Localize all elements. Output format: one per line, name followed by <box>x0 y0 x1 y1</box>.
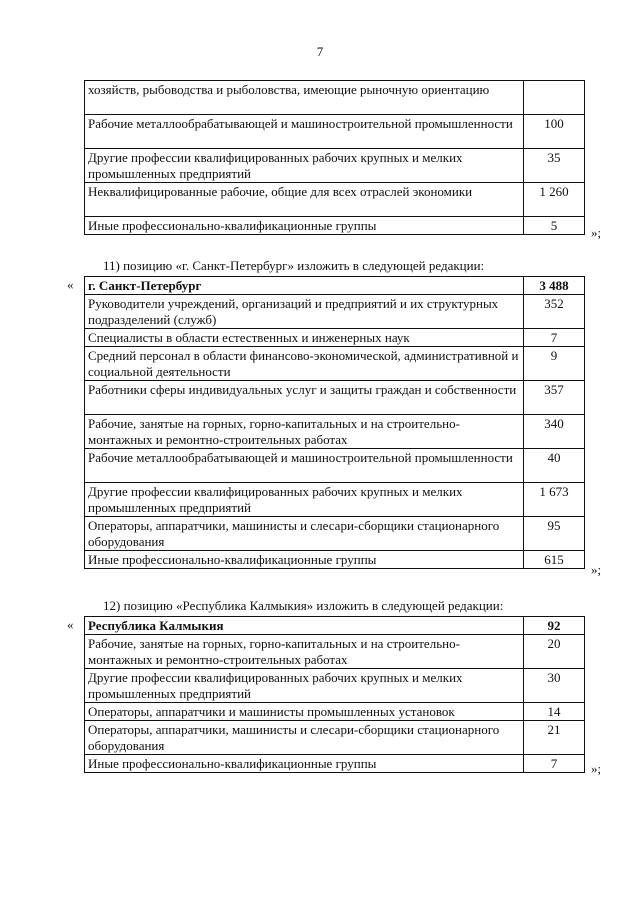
table-row <box>85 483 585 517</box>
row-label: Другие профессии квалифицированных рабочих крупных и мелких промышленных предприятий <box>85 669 524 703</box>
closing-quote: »; <box>591 761 602 776</box>
table-row <box>85 449 585 483</box>
row-value: 1 673 <box>524 483 585 517</box>
page-number: 7 <box>316 44 324 59</box>
row-value: 5 <box>524 217 585 235</box>
row-value: 35 <box>524 149 585 183</box>
row-value: 9 <box>524 347 585 381</box>
table-row <box>85 329 585 347</box>
row-label: Иные профессионально-квалификационные группы <box>85 755 524 773</box>
table-saint-petersburg <box>84 276 585 569</box>
table-row <box>85 347 585 381</box>
row-label: хозяйств, рыбоводства и рыболовства, имеющие рыночную ориентацию <box>85 81 524 115</box>
row-value: 7 <box>524 755 585 773</box>
table-continuation <box>84 80 585 235</box>
row-label: Операторы, аппаратчики и машинисты промышленных установок <box>85 703 524 721</box>
table-row <box>85 551 585 569</box>
row-label: Другие профессии квалифицированных рабочих крупных и мелких промышленных предприятий <box>85 149 524 183</box>
row-value: 40 <box>524 449 585 483</box>
table-row <box>85 217 585 235</box>
row-label: Работники сферы индивидуальных услуг и защиты граждан и собственности <box>85 381 524 415</box>
row-value: 21 <box>524 721 585 755</box>
row-label: Специалисты в области естественных и инженерных наук <box>85 329 524 347</box>
region-total: 92 <box>524 617 585 635</box>
row-value <box>524 81 585 115</box>
row-value: 14 <box>524 703 585 721</box>
table-header-row <box>85 617 585 635</box>
row-label: Рабочие, занятые на горных, горно-капитальных и на строительно-монтажных и ремонтно-строительных работах <box>85 635 524 669</box>
row-value: 100 <box>524 115 585 149</box>
row-label: Рабочие металлообрабатывающей и машиностроительной промышленности <box>85 449 524 483</box>
row-value: 357 <box>524 381 585 415</box>
opening-quote: « <box>67 617 74 632</box>
row-label: Рабочие, занятые на горных, горно-капитальных и на строительно-монтажных и ремонтно-строительных работах <box>85 415 524 449</box>
table-row <box>85 115 585 149</box>
table-row <box>85 381 585 415</box>
region-name: г. Санкт-Петербург <box>85 277 524 295</box>
row-value: 20 <box>524 635 585 669</box>
table-row <box>85 415 585 449</box>
table-row <box>85 295 585 329</box>
row-label: Иные профессионально-квалификационные группы <box>85 217 524 235</box>
row-value: 1 260 <box>524 183 585 217</box>
row-label: Операторы, аппаратчики, машинисты и слесари-сборщики стационарного оборудования <box>85 721 524 755</box>
table-row <box>85 721 585 755</box>
table-row <box>85 635 585 669</box>
table-row <box>85 755 585 773</box>
row-label: Средний персонал в области финансово-экономической, административной и социальной деятельности <box>85 347 524 381</box>
region-name: Республика Калмыкия <box>85 617 524 635</box>
row-value: 340 <box>524 415 585 449</box>
row-value: 7 <box>524 329 585 347</box>
section-12-heading: 12) позицию «Республика Калмыкия» изложить в следующей редакции: <box>103 598 504 613</box>
table-row <box>85 517 585 551</box>
row-label: Другие профессии квалифицированных рабочих крупных и мелких промышленных предприятий <box>85 483 524 517</box>
opening-quote: « <box>67 277 74 292</box>
table-row <box>85 703 585 721</box>
table-header-row <box>85 277 585 295</box>
section-11-heading: 11) позицию «г. Санкт-Петербург» изложить в следующей редакции: <box>103 258 485 273</box>
region-total: 3 488 <box>524 277 585 295</box>
table-row <box>85 183 585 217</box>
row-value: 352 <box>524 295 585 329</box>
row-value: 30 <box>524 669 585 703</box>
row-label: Операторы, аппаратчики, машинисты и слесари-сборщики стационарного оборудования <box>85 517 524 551</box>
closing-quote: »; <box>591 562 602 577</box>
row-label: Иные профессионально-квалификационные группы <box>85 551 524 569</box>
closing-quote: »; <box>591 225 602 240</box>
table-row <box>85 81 585 115</box>
row-value: 95 <box>524 517 585 551</box>
table-row <box>85 669 585 703</box>
row-value: 615 <box>524 551 585 569</box>
row-label: Руководители учреждений, организаций и предприятий и их структурных подразделений (служб) <box>85 295 524 329</box>
table-kalmykia <box>84 616 585 773</box>
table-row <box>85 149 585 183</box>
row-label: Рабочие металлообрабатывающей и машиностроительной промышленности <box>85 115 524 149</box>
row-label: Неквалифицированные рабочие, общие для всех отраслей экономики <box>85 183 524 217</box>
